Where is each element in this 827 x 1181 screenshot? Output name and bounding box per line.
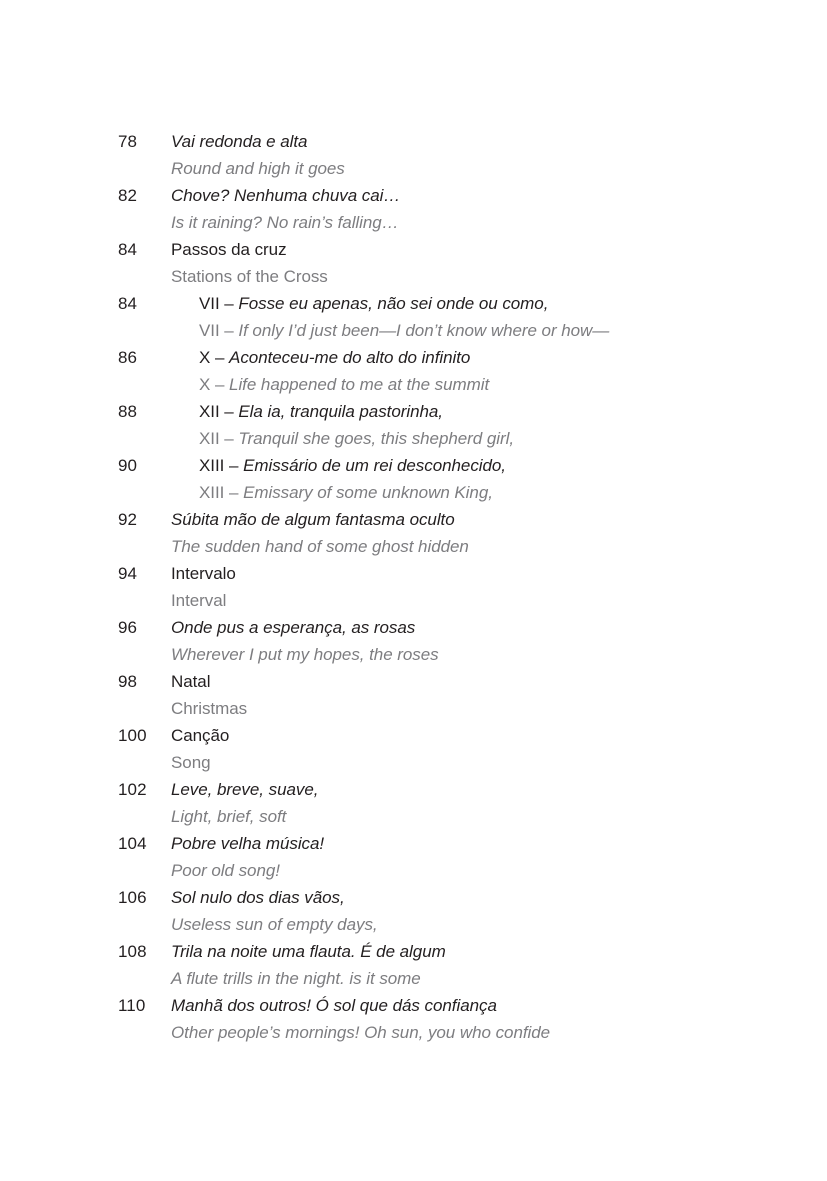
entry-title-translation[interactable]: Is it raining? No rain’s falling… xyxy=(171,213,399,232)
toc-entry[interactable] xyxy=(118,776,738,830)
entry-title-translation[interactable]: Song xyxy=(171,753,211,772)
page-number: 104 xyxy=(118,834,147,853)
page-number: 84 xyxy=(118,240,138,259)
roman-numeral-label: XII – xyxy=(199,402,239,421)
roman-numeral-label-translation: X – xyxy=(199,375,230,394)
entry-title-original[interactable]: Passos da cruz xyxy=(171,240,287,259)
entry-title-original[interactable]: Súbita mão de algum fantasma oculto xyxy=(171,510,455,529)
entry-title-original[interactable]: Manhã dos outros! Ó sol que dás confiança xyxy=(171,996,497,1015)
page-number: 84 xyxy=(118,294,138,313)
toc-entry-translation-line[interactable] xyxy=(118,749,738,776)
entry-title-translation[interactable]: Useless sun of empty days, xyxy=(171,915,378,934)
toc-entry[interactable] xyxy=(118,128,738,182)
toc-entry-original-line[interactable] xyxy=(118,236,738,263)
toc-entry-translation-line[interactable] xyxy=(118,587,738,614)
toc-entry-original-line[interactable] xyxy=(118,830,738,857)
roman-numeral-label-translation: XIII – xyxy=(199,483,244,502)
toc-entry-translation-line[interactable] xyxy=(118,965,738,992)
entry-title-original[interactable]: Onde pus a esperança, as rosas xyxy=(171,618,416,637)
roman-numeral-label: VII – xyxy=(199,294,239,313)
toc-entry[interactable] xyxy=(118,722,738,776)
entry-title-translation-text: If only I’d just been—I don’t know where or how— xyxy=(238,321,610,340)
toc-entry-translation-line[interactable] xyxy=(118,1019,738,1046)
toc-entry-original-line[interactable] xyxy=(118,992,738,1019)
entry-title-original[interactable]: Trila na noite uma flauta. É de algum xyxy=(171,942,446,961)
toc-entry-translation-line[interactable] xyxy=(118,641,738,668)
page-number: 106 xyxy=(118,888,147,907)
roman-numeral-label-translation: VII – xyxy=(199,321,239,340)
toc-entry[interactable] xyxy=(118,992,738,1046)
entry-title-translation[interactable] xyxy=(171,425,738,452)
toc-entry-original-line[interactable] xyxy=(118,290,738,317)
toc-entry-translation-line[interactable] xyxy=(118,425,738,452)
toc-entry-translation-line[interactable] xyxy=(118,857,738,884)
toc-entry-translation-line[interactable] xyxy=(118,317,738,344)
roman-numeral-label: X – xyxy=(199,348,230,367)
toc-entry[interactable] xyxy=(118,182,738,236)
entry-title-translation[interactable]: Christmas xyxy=(171,699,248,718)
entry-title-translation-text: Tranquil she goes, this shepherd girl, xyxy=(238,429,514,448)
page-number: 86 xyxy=(118,348,138,367)
toc-entry-original-line[interactable] xyxy=(118,344,738,371)
entry-title-translation[interactable]: Other people’s mornings! Oh sun, you who confide xyxy=(171,1023,551,1042)
entry-title-original-text: Fosse eu apenas, não sei onde ou como, xyxy=(238,294,549,313)
toc-entry-translation-line[interactable] xyxy=(118,263,738,290)
entry-title-original[interactable] xyxy=(171,452,738,479)
toc-entry-translation-line[interactable] xyxy=(118,695,738,722)
page-number: 110 xyxy=(118,996,146,1015)
page-number: 96 xyxy=(118,618,138,637)
toc-entry[interactable] xyxy=(118,560,738,614)
entry-title-original[interactable]: Leve, breve, suave, xyxy=(171,780,319,799)
toc-entry-translation-line[interactable] xyxy=(118,803,738,830)
toc-entry-translation-line[interactable] xyxy=(118,371,738,398)
entry-title-translation[interactable]: Light, brief, soft xyxy=(171,807,287,826)
toc-entry[interactable] xyxy=(118,884,738,938)
entry-title-translation-text: Life happened to me at the summit xyxy=(229,375,490,394)
page-number: 82 xyxy=(118,186,138,205)
entry-title-translation[interactable]: Round and high it goes xyxy=(171,159,345,178)
entry-title-original-text: Ela ia, tranquila pastorinha, xyxy=(238,402,443,421)
toc-entry[interactable] xyxy=(118,830,738,884)
toc-entry-translation-line[interactable] xyxy=(118,533,738,560)
entry-title-translation[interactable]: The sudden hand of some ghost hidden xyxy=(171,537,469,556)
entry-title-original[interactable] xyxy=(171,344,738,371)
entry-title-original-text: Emissário de um rei desconhecido, xyxy=(243,456,506,475)
toc-entry-original-line[interactable] xyxy=(118,884,738,911)
page-number: 100 xyxy=(118,726,147,745)
toc-entry[interactable] xyxy=(118,506,738,560)
toc-entry-translation-line[interactable] xyxy=(118,155,738,182)
toc-entry[interactable] xyxy=(118,668,738,722)
toc-entry-original-line[interactable] xyxy=(118,668,738,695)
page-number: 98 xyxy=(118,672,138,691)
entry-title-translation[interactable]: Wherever I put my hopes, the roses xyxy=(171,645,439,664)
page-number: 92 xyxy=(118,510,138,529)
toc-entry-original-line[interactable] xyxy=(118,128,738,155)
page-number: 94 xyxy=(118,564,138,583)
page-number: 90 xyxy=(118,456,138,475)
entry-title-original[interactable]: Intervalo xyxy=(171,564,236,583)
toc-entry-original-line[interactable] xyxy=(118,722,738,749)
entry-title-original[interactable] xyxy=(171,398,738,425)
toc-entry-translation-line[interactable] xyxy=(118,479,738,506)
toc-entry-original-line[interactable] xyxy=(118,776,738,803)
entry-title-translation[interactable] xyxy=(171,479,738,506)
toc-entry[interactable] xyxy=(118,236,738,290)
table-of-contents-list xyxy=(118,128,738,1046)
entry-title-original[interactable]: Sol nulo dos dias vãos, xyxy=(171,888,345,907)
entry-title-original-text: Aconteceu-me do alto do infinito xyxy=(229,348,471,367)
toc-entry[interactable] xyxy=(118,398,738,452)
entry-title-original[interactable]: Chove? Nenhuma chuva cai… xyxy=(171,186,401,205)
roman-numeral-label: XIII – xyxy=(199,456,244,475)
entry-title-translation[interactable]: Interval xyxy=(171,591,227,610)
toc-entry-original-line[interactable] xyxy=(118,182,738,209)
toc-entry[interactable] xyxy=(118,614,738,668)
entry-title-translation[interactable] xyxy=(171,371,738,398)
toc-entry[interactable] xyxy=(118,344,738,398)
toc-entry-translation-line[interactable] xyxy=(118,209,738,236)
toc-entry[interactable] xyxy=(118,938,738,992)
entry-title-original[interactable]: Pobre velha música! xyxy=(171,834,325,853)
entry-title-translation[interactable] xyxy=(171,317,738,344)
toc-entry-original-line[interactable] xyxy=(118,452,738,479)
entry-title-original[interactable]: Vai redonda e alta xyxy=(171,132,308,151)
page-number: 108 xyxy=(118,942,147,961)
entry-title-original[interactable]: Natal xyxy=(171,672,211,691)
toc-entry-original-line[interactable] xyxy=(118,614,738,641)
entry-title-translation[interactable]: A flute trills in the night. is it some xyxy=(171,969,421,988)
page-number: 102 xyxy=(118,780,147,799)
toc-entry-original-line[interactable] xyxy=(118,506,738,533)
page-number: 88 xyxy=(118,402,138,421)
entry-title-original[interactable]: Canção xyxy=(171,726,230,745)
page-number: 78 xyxy=(118,132,138,151)
entry-title-translation[interactable]: Stations of the Cross xyxy=(171,267,328,286)
entry-title-translation[interactable]: Poor old song! xyxy=(171,861,280,880)
entry-title-translation-text: Emissary of some unknown King, xyxy=(243,483,493,502)
toc-entry[interactable] xyxy=(118,452,738,506)
toc-entry[interactable] xyxy=(118,290,738,344)
toc-entry-original-line[interactable] xyxy=(118,398,738,425)
toc-entry-original-line[interactable] xyxy=(118,938,738,965)
roman-numeral-label-translation: XII – xyxy=(199,429,239,448)
toc-entry-original-line[interactable] xyxy=(118,560,738,587)
entry-title-original[interactable] xyxy=(171,290,738,317)
toc-entry-translation-line[interactable] xyxy=(118,911,738,938)
